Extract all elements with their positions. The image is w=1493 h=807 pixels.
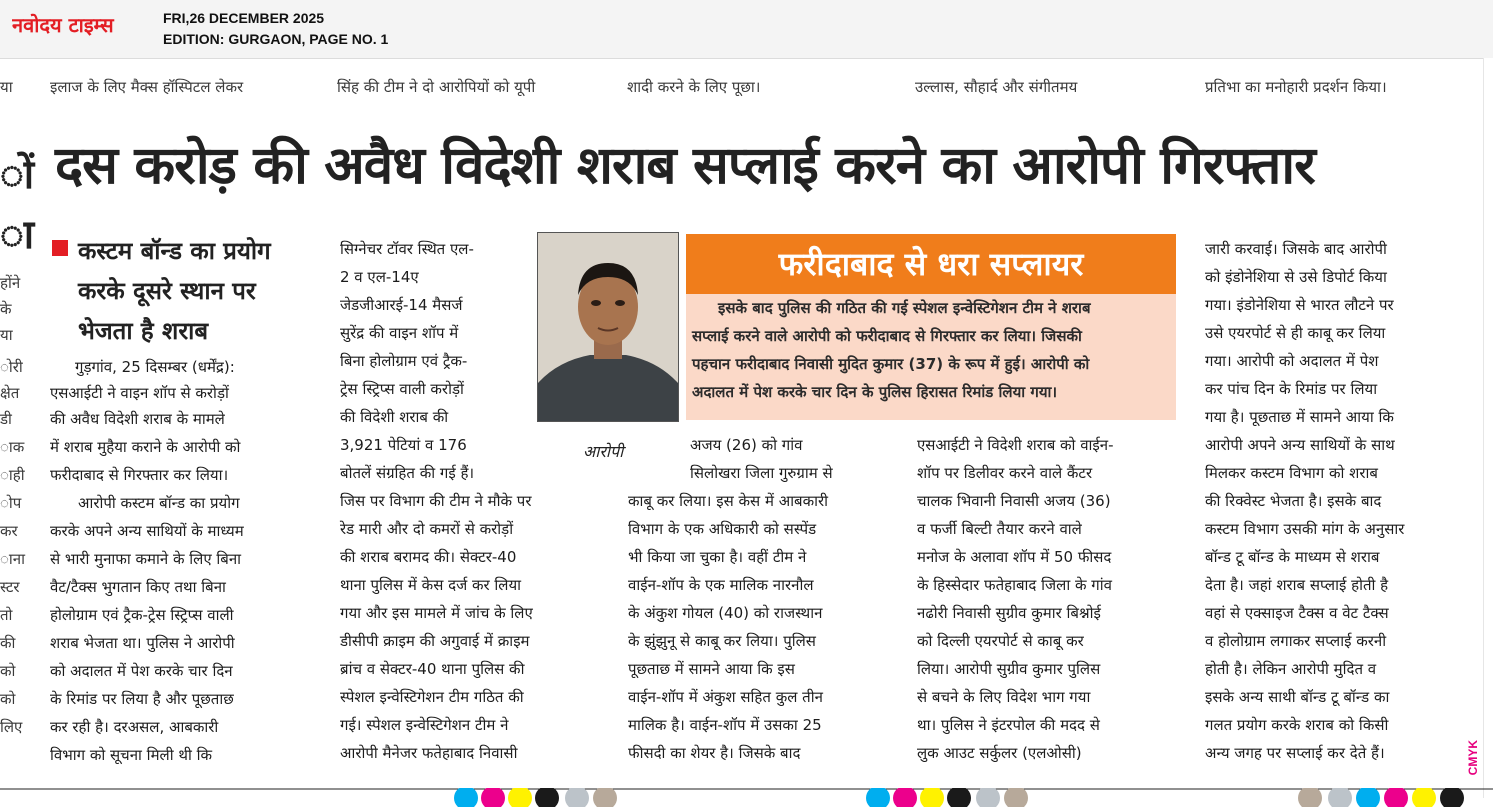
article-text-line: सिलोखरा जिला गुरुग्राम से — [690, 464, 833, 482]
left-edge-fragment: की — [0, 634, 16, 652]
article-text-line: के अंकुश गोयल (40) को राजस्थान — [628, 604, 823, 622]
article-text-line: शॉप पर डिलीवर करने वाले कैंटर — [917, 464, 1093, 482]
page-edge — [1483, 58, 1493, 798]
left-edge-fragment: ाना — [0, 550, 26, 568]
article-text-line: बिना होलोग्राम एवं ट्रैक- — [340, 352, 468, 370]
article-text-line: लुक आउट सर्कुलर (एलओसी) — [917, 744, 1082, 762]
article-text-line: के रिमांड पर लिया है और पूछताछ — [50, 690, 234, 708]
article-text-line: कर पांच दिन के रिमांड पर लिया — [1205, 380, 1378, 398]
article-text-line: ट्रेस स्ट्रिप्स वाली करोड़ों — [340, 380, 464, 398]
highlight-box-title: फरीदाबाद से धरा सप्लायर — [686, 234, 1176, 294]
subheading-line: भेजता है शराब — [78, 317, 209, 345]
article-text-line: आरोपी कस्टम बॉन्ड का प्रयोग — [78, 494, 240, 512]
registration-marks — [0, 788, 1493, 807]
bullet-square-icon — [52, 240, 68, 256]
top-strip-text: इलाज के लिए मैक्स हॉस्पिटल लेकर — [50, 78, 244, 96]
article-text-line: सिग्नेचर टॉवर स्थित एल- — [340, 240, 474, 258]
article-text-line: स्पेशल इन्वेस्टिगेशन टीम गठित की — [340, 688, 524, 706]
print-mark: CMYK — [1466, 740, 1480, 776]
left-edge-fragment: होंने — [0, 274, 21, 292]
article-text-line: मनोज के अलावा शॉप में 50 फीसद — [917, 548, 1112, 566]
article-text-line: शराब भेजता था। पुलिस ने आरोपी — [50, 634, 235, 652]
color-dots-group-1 — [454, 788, 617, 807]
color-dots-group-3 — [1298, 788, 1464, 807]
article-text-line: मालिक है। वाईन-शॉप में उसका 25 — [628, 716, 822, 734]
left-edge-fragment: स्टर — [0, 578, 20, 596]
article-text-line: 3,921 पेटियां व 176 — [340, 436, 467, 454]
left-edge-fragment: ों — [0, 152, 35, 198]
article-text-line: था। पुलिस ने इंटरपोल की मदद से — [917, 716, 1100, 734]
left-edge-fragment: या — [0, 78, 13, 96]
top-strip-text: शादी करने के लिए पूछा। — [627, 78, 761, 96]
article-text-line: लिया। आरोपी सुग्रीव कुमार पुलिस — [917, 660, 1101, 678]
article-text-line: एसआईटी ने वाइन शॉप से करोड़ों — [50, 384, 229, 402]
left-edge-fragment: या — [0, 326, 13, 344]
svg-text:नवोदय टाइम्स: नवोदय टाइम्स — [12, 13, 114, 37]
article-text-line: चालक भिवानी निवासी अजय (36) — [917, 492, 1111, 510]
highlight-box — [686, 234, 1176, 420]
article-text-line: भी किया जा चुका है। वहीं टीम ने — [628, 548, 807, 566]
highlight-box-line: पहचान फरीदाबाद निवासी मुदित कुमार (37) के रूप में हुई। आरोपी को — [692, 355, 1090, 373]
article-text-line: उसे एयरपोर्ट से ही काबू कर लिया — [1205, 324, 1386, 342]
article-text-line: पूछताछ में सामने आया कि इस — [628, 660, 795, 678]
highlight-box-line: अदालत में पेश करके चार दिन के पुलिस हिरासत रिमांड लिया गया। — [692, 383, 1058, 401]
accused-photo — [537, 232, 679, 422]
article-text-line: गया। आरोपी को अदालत में पेश — [1205, 352, 1379, 370]
article-text-line: जेडजीआरई-14 मैसर्ज — [340, 296, 463, 314]
article-text-line: विभाग के एक अधिकारी को सस्पेंड — [628, 520, 817, 538]
subheading-line: कस्टम बॉन्ड का प्रयोग — [78, 237, 271, 265]
article-text-line: जिस पर विभाग की टीम ने मौके पर — [340, 492, 532, 510]
article-text-line: नढोरी निवासी सुग्रीव कुमार बिश्नोई — [917, 604, 1101, 622]
article-text-line: कर रही है। दरअसल, आबकारी — [50, 718, 219, 736]
article-text-line: की रिक्वेस्ट भेजता है। इसके बाद — [1205, 492, 1382, 510]
photo-caption: आरोपी — [583, 442, 624, 461]
article-text-line: गई। स्पेशल इन्वेस्टिगेशन टीम ने — [340, 716, 509, 734]
article-text-line: होलोग्राम एवं ट्रैक-ट्रेस स्ट्रिप्स वाली — [50, 606, 234, 624]
article-text-line: व होलोग्राम लगाकर सप्लाई करनी — [1205, 632, 1387, 650]
article-text-line: वाईन-शॉप के एक मालिक नारनौल — [628, 576, 814, 594]
issue-date: FRI,26 DECEMBER 2025 — [163, 10, 325, 26]
article-text-line: गया है। पूछताछ में सामने आया कि — [1205, 408, 1394, 426]
article-text-line: में शराब मुहैया कराने के आरोपी को — [50, 438, 241, 456]
article-text-line: सुरेंद्र की वाइन शॉप में — [340, 324, 459, 342]
article-text-line: फरीदाबाद से गिरफ्तार कर लिया। — [50, 466, 229, 484]
article-text-line: फीसदी का शेयर है। जिसके बाद — [628, 744, 801, 762]
article-text-line: काबू कर लिया। इस केस में आबकारी — [628, 492, 829, 510]
article-text-line: वाईन-शॉप में अंकुश सहित कुल तीन — [628, 688, 823, 706]
article-text-line: अजय (26) को गांव — [690, 436, 803, 454]
article-text-line: से बचने के लिए विदेश भाग गया — [917, 688, 1091, 706]
left-edge-fragment: को — [0, 690, 16, 708]
left-edge-fragment: तो — [0, 606, 13, 624]
color-dots-group-2 — [866, 788, 1028, 807]
left-edge-fragment: कर — [0, 522, 18, 540]
article-text-line: मिलकर कस्टम विभाग को शराब — [1205, 464, 1378, 482]
article-text-line: डीसीपी क्राइम की अगुवाई में क्राइम — [340, 632, 530, 650]
article-text-line: बॉन्ड टू बॉन्ड के माध्यम से शराब — [1205, 548, 1380, 566]
article-text-line: के झुंझुनू से काबू कर लिया। पुलिस — [628, 632, 816, 650]
top-strip-text: प्रतिभा का मनोहारी प्रदर्शन किया। — [1205, 78, 1387, 96]
article-text-line: को इंडोनेशिया से उसे डिपोर्ट किया — [1205, 268, 1387, 286]
page-header — [0, 0, 1493, 59]
article-text-line: आरोपी मैनेजर फतेहाबाद निवासी — [340, 744, 518, 762]
article-text-line: व फर्जी बिल्टी तैयार करने वाले — [917, 520, 1082, 538]
article-text-line: एसआईटी ने विदेशी शराब को वाईन- — [917, 436, 1114, 454]
left-edge-fragment: को — [0, 662, 16, 680]
article-text-line: गुड़गांव, 25 दिसम्बर (धर्मेंद्र): — [75, 358, 235, 376]
article-text-line: वैट/टैक्स भुगतान किए तथा बिना — [50, 578, 226, 596]
article-text-line: करके अपने अन्य साथियों के माध्यम — [50, 522, 244, 540]
person-portrait-icon — [538, 233, 678, 421]
highlight-box-line: इसके बाद पुलिस की गठित की गई स्पेशल इन्वेस्टिगेशन टीम ने शराब — [718, 299, 1091, 317]
highlight-box-line: सप्लाई करने वाले आरोपी को फरीदाबाद से गिरफ्तार कर लिया। जिसकी — [692, 327, 1082, 345]
left-edge-fragment: ोप — [0, 494, 22, 512]
article-text-line: थाना पुलिस में केस दर्ज कर लिया — [340, 576, 522, 594]
article-text-line: आरोपी अपने अन्य साथियों के साथ — [1205, 436, 1395, 454]
article-text-line: गया। इंडोनेशिया से भारत लौटने पर — [1205, 296, 1394, 314]
subheading-line: करके दूसरे स्थान पर — [78, 277, 256, 305]
article-text-line: की विदेशी शराब की — [340, 408, 449, 426]
article-headline: दस करोड़ की अवैध विदेशी शराब सप्लाई करने का आरोपी गिरफ्तार — [55, 136, 1315, 196]
article-text-line: कस्टम विभाग उसकी मांग के अनुसार — [1205, 520, 1405, 538]
article-text-line: वहां से एक्साइज टैक्स व वेट टैक्स — [1205, 604, 1389, 622]
left-edge-fragment: ाक — [0, 438, 25, 456]
left-edge-fragment: लिए — [0, 718, 23, 736]
article-text-line: देता है। जहां शराब सप्लाई होती है — [1205, 576, 1389, 594]
article-text-line: को अदालत में पेश करके चार दिन — [50, 662, 233, 680]
article-text-line: विभाग को सूचना मिली थी कि — [50, 746, 213, 764]
article-text-line: के हिस्सेदार फतेहाबाद जिला के गांव — [917, 576, 1112, 594]
article-text-line: को दिल्ली एयरपोर्ट से काबू कर — [917, 632, 1084, 650]
edition-info: EDITION: GURGAON, PAGE NO. 1 — [163, 31, 389, 47]
article-text-line: गया और इस मामले में जांच के लिए — [340, 604, 533, 622]
left-edge-fragment: के — [0, 300, 12, 318]
article-text-line: अन्य जगह पर सप्लाई कर देते हैं। — [1205, 744, 1385, 762]
article-text-line: होती है। लेकिन आरोपी मुदित व — [1205, 660, 1377, 678]
article-text-line: की शराब बरामद की। सेक्टर-40 — [340, 548, 517, 566]
article-text-line: 2 व एल-14ए — [340, 268, 419, 286]
left-edge-fragment: ा — [0, 212, 35, 258]
article-text-line: बोतलें संग्रहित की गई हैं। — [340, 464, 475, 482]
top-strip-text: सिंह की टीम ने दो आरोपियों को यूपी — [337, 78, 536, 96]
left-edge-fragment: ाही — [0, 466, 25, 484]
newspaper-logo — [12, 10, 152, 40]
left-edge-fragment: डी — [0, 410, 12, 428]
article-text-line: गलत प्रयोग करके शराब को किसी — [1205, 716, 1389, 734]
article-text-line: इसके अन्य साथी बॉन्ड टू बॉन्ड का — [1205, 688, 1390, 706]
top-strip-text: उल्लास, सौहार्द और संगीतमय — [915, 78, 1078, 96]
article-text-line: रेड मारी और दो कमरों से करोड़ों — [340, 520, 514, 538]
article-text-line: जारी करवाई। जिसके बाद आरोपी — [1205, 240, 1387, 258]
article-text-line: की अवैध विदेशी शराब के मामले — [50, 410, 225, 428]
left-edge-fragment: ोरी — [0, 358, 23, 376]
article-text-line: ब्रांच व सेक्टर-40 थाना पुलिस की — [340, 660, 525, 678]
article-text-line: से भारी मुनाफा कमाने के लिए बिना — [50, 550, 242, 568]
left-edge-fragment: क्षेत — [0, 384, 20, 402]
